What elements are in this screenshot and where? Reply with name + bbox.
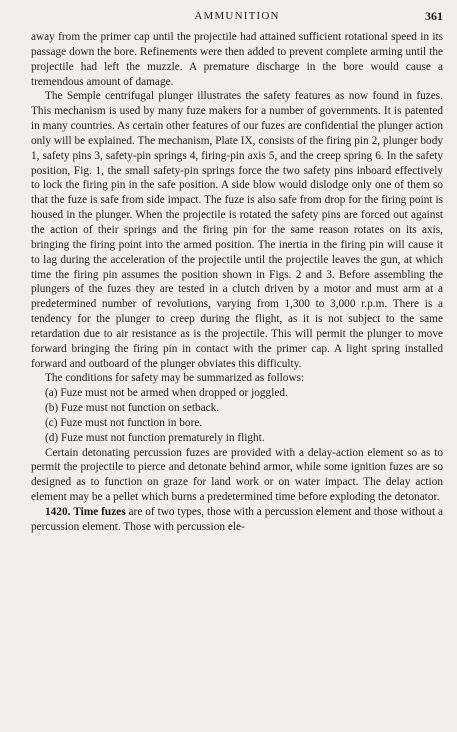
list-item: (a) Fuze must not be armed when dropped or joggled.: [45, 387, 288, 400]
list-item: (c) Fuze must not function in bore.: [45, 416, 203, 429]
page-number: 361: [425, 9, 443, 23]
list-item: (b) Fuze must not function on setback.: [45, 402, 220, 415]
paragraph-semple-plunger: The Semple centrifugal plunger illustrates the safety features as now found in fuzes. This mechanism is used by many fuze makers for a number of governments. It is patented in many countries. As certain other features of our fuzes are confidential the plunger action only will be explained. The mechanism, Plate IX, consists of the firing pin 2, plunger body 1, safety pins 3, safety-pin springs 4, firing-pin axis 5, and the creep spring 6. In the safety position, Fig. 1, the small safety-pin springs force the two safety pins inboard effectively to lock the firing pin in the safe position. A side blow would dislodge only one of them so that the fuze is safe from side impact. The fuze is also safe from drop for the firing point is housed in the plunger. When the projectile is rotated the safety pins are forced out against the action of their springs and the firing pin for the same reason rotates on its axis, bringing the firing point into the armed position. The inertia in the firing pin will cause it to lag during the acceleration of the projectile until the projectile leaves the gun, at which time the firing pin assumes the position shown in Figs. 2 and 3. Before assembling the plungers of the fuzes they are tested in a clutch driven by a motor and must arm at a predetermined number of revolutions, varying from 1,300 to 3,000 r.p.m. There is a tendency for the plunger to creep during the flight, as it is not subject to the same retardation due to air resistance as is the projectile. This will permit the plunger to move forward bringing the firing pin in contact with the primer cap. A light spring installed forward and outboard of the plunger obviates this difficulty.: [31, 90, 443, 370]
paragraph-continuation: away from the primer cap until the projectile had attained sufficient rotational speed in its passage down the bore. Refinements were then added to prevent complete arming until the projectile had left the muzzle. A premature discharge in the bore would cause a tremendous amount of damage.: [31, 31, 443, 88]
body-text: [31, 30, 443, 535]
safety-conditions-list: [31, 386, 443, 445]
running-head: [31, 10, 443, 30]
section-text: are of two types, those with a percussion element and those without a percussion element. Those with percussion ele-: [31, 506, 444, 533]
section-number: 1420.: [45, 506, 71, 518]
section-1420: [31, 505, 443, 535]
section-heading: Time fuzes: [73, 506, 126, 518]
running-head-title: AMMUNITION: [194, 10, 280, 22]
list-item: (d) Fuze must not function prematurely in flight.: [45, 431, 265, 444]
paragraph-conditions-intro: The conditions for safety may be summarized as follows:: [45, 372, 305, 385]
paragraph-delay-action: Certain detonating percussion fuzes are provided with a delay-action element so as to permit the projectile to pierce and detonate behind armor, while some ignition fuzes are so designed as to function on graze for land work or on water impact. The delay action element may be a pellet which burns a predetermined time before exploding the detonator.: [31, 446, 443, 504]
